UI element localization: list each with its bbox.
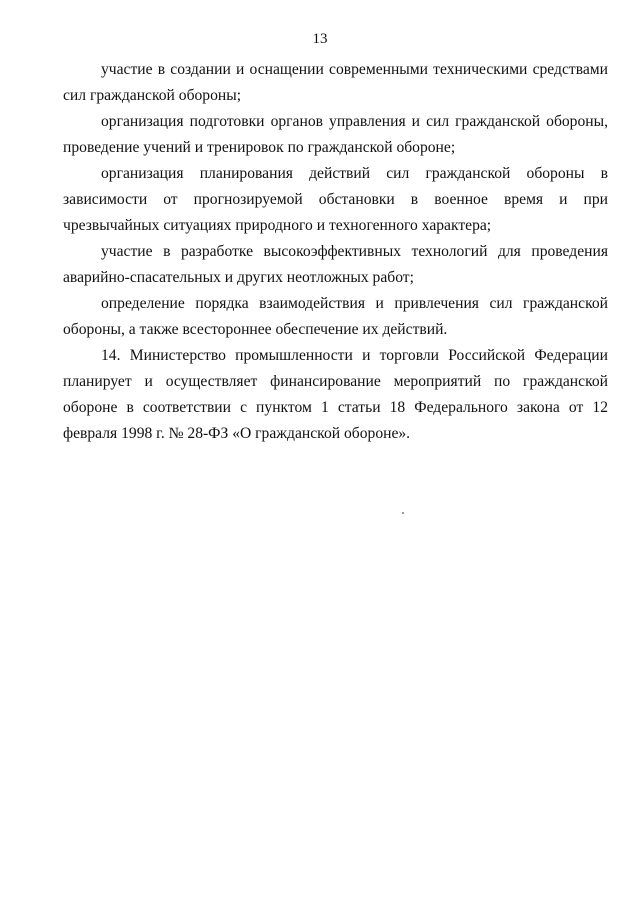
paragraph-training: организация подготовки органов управления и сил гражданской обороны, проведение учений и тренировок по гражданской обороне; <box>63 113 608 156</box>
paragraph-financing: 14. Министерство промышленности и торговли Российской Федерации планирует и осуществляет финансирование мероприятий по гражданской обороне в соответствии с пунктом 1 статьи 18 Федерального закона от 12 февраля 1998 г. № 28-ФЗ «О гражданской обороне». <box>63 347 608 442</box>
document-body <box>63 57 608 447</box>
scan-speck <box>402 512 404 514</box>
paragraph-technologies: участие в разработке высокоэффективных технологий для проведения аварийно-спасательных и других неотложных работ; <box>63 243 608 286</box>
paragraph-equipping-forces: участие в создании и оснащении современными техническими средствами сил гражданской обороны; <box>63 61 608 104</box>
paragraph-interaction: определение порядка взаимодействия и привлечения сил гражданской обороны, а также всестороннее обеспечение их действий. <box>63 295 608 338</box>
paragraph-planning: организация планирования действий сил гражданской обороны в зависимости от прогнозируемой обстановки в военное время и при чрезвычайных ситуациях природного и техногенного характера; <box>63 165 608 234</box>
page-number: 13 <box>312 31 328 47</box>
